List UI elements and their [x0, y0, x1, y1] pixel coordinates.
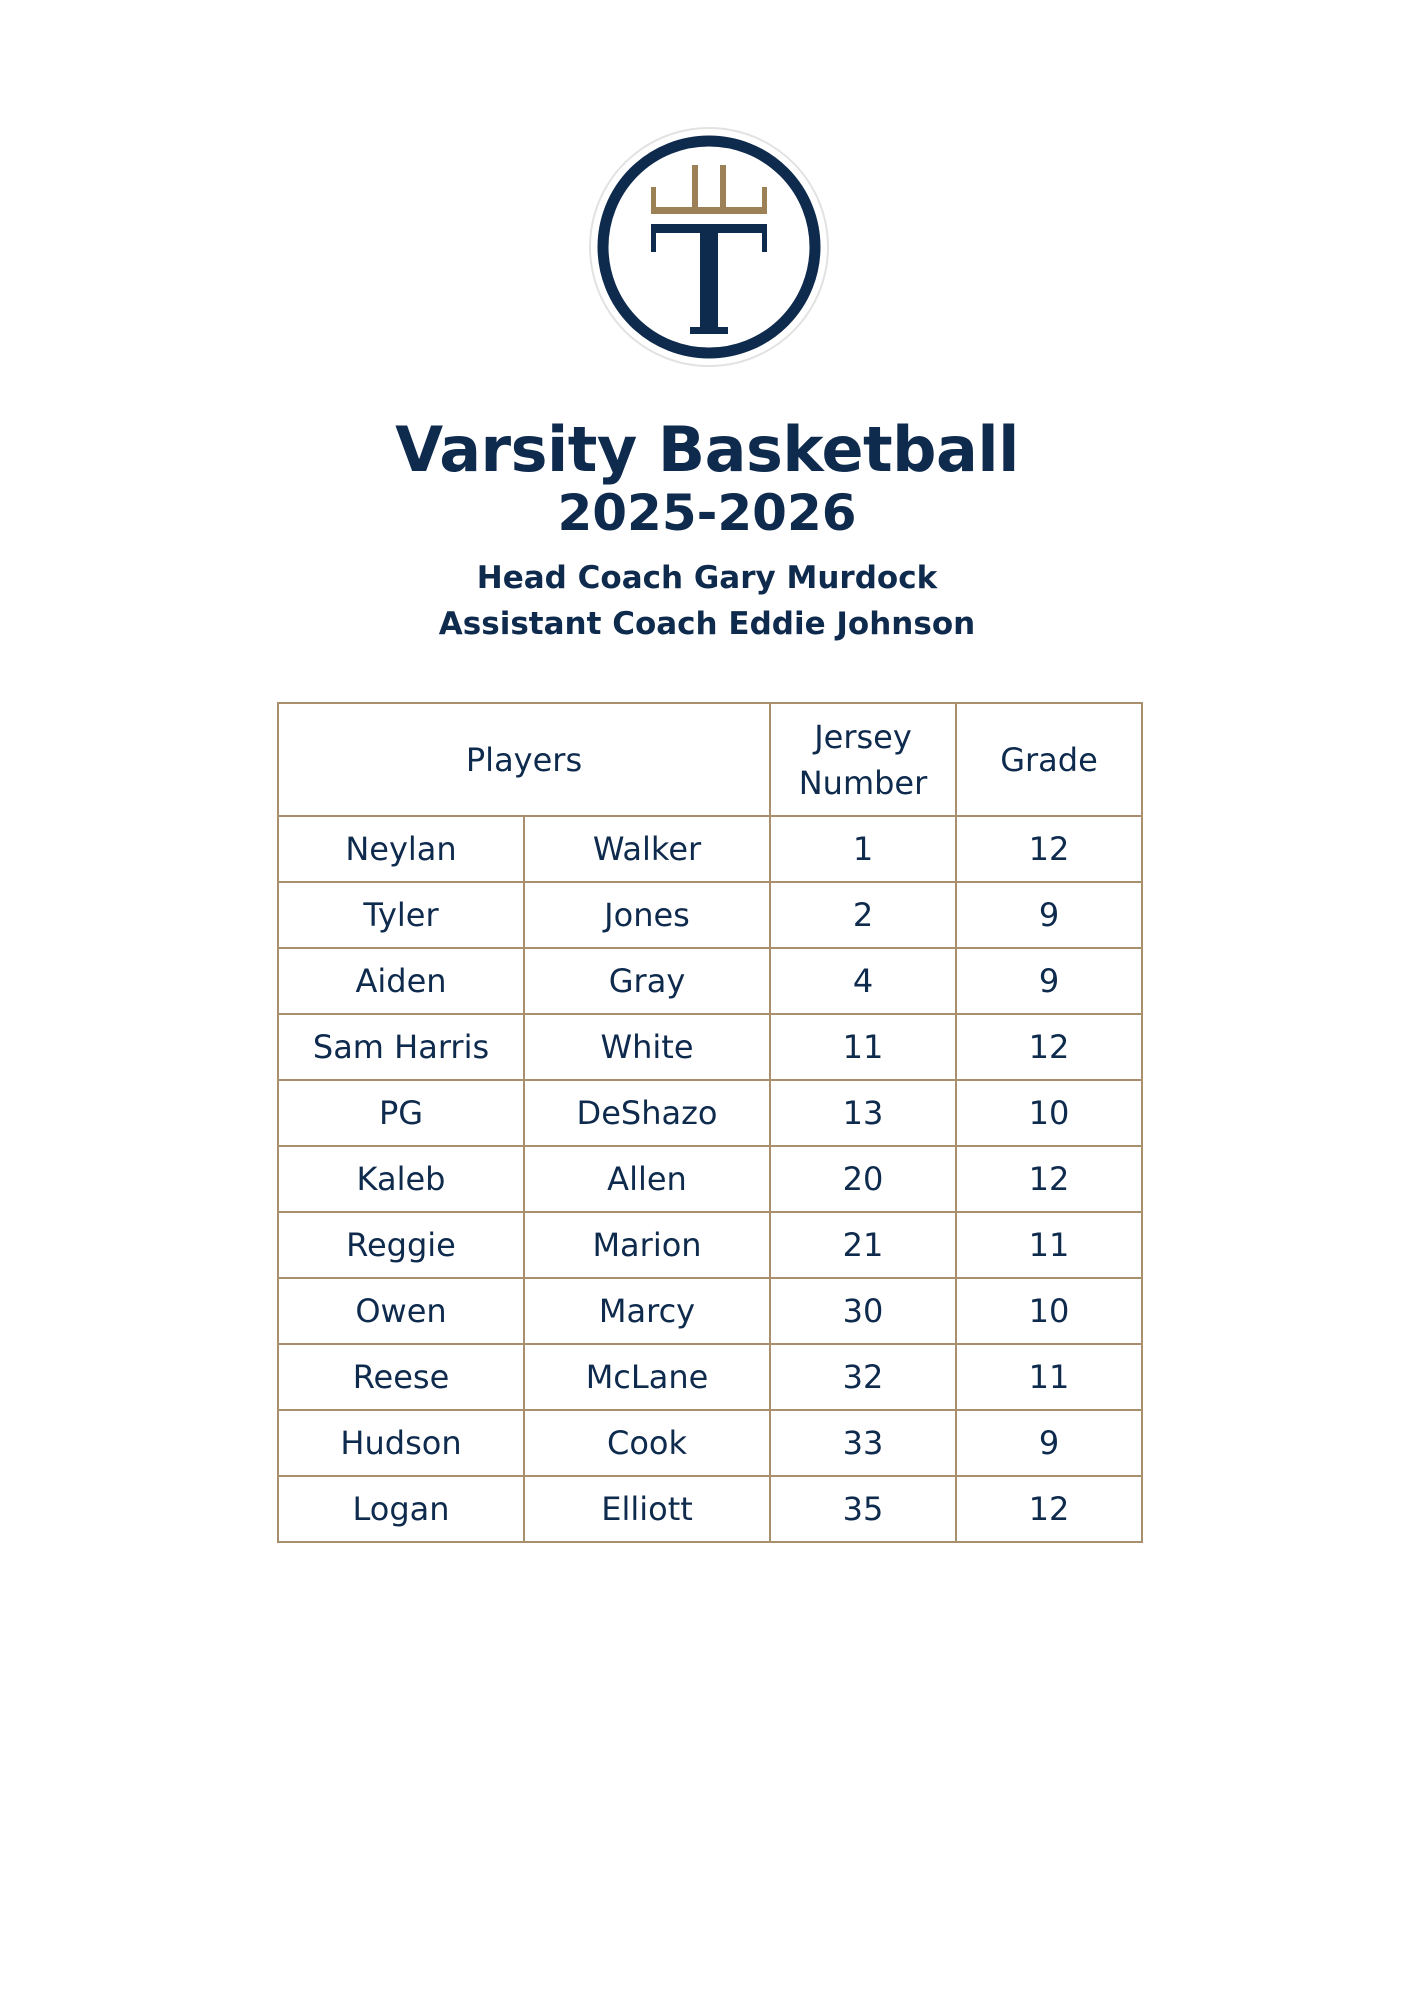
grade-cell: 10	[956, 1080, 1142, 1146]
last-name-cell: White	[524, 1014, 770, 1080]
jersey-header-line-2: Number	[798, 763, 928, 802]
jersey-number-cell: 20	[770, 1146, 956, 1212]
head-coach: Head Coach Gary Murdock	[476, 560, 938, 596]
last-name-cell: Gray	[524, 948, 770, 1014]
page-title: Varsity Basketball	[395, 413, 1019, 486]
jersey-number-header	[770, 703, 956, 816]
first-name-cell: Reese	[278, 1344, 524, 1410]
last-name-cell: Allen	[524, 1146, 770, 1212]
grade-cell: 12	[956, 1146, 1142, 1212]
jersey-number-cell: 33	[770, 1410, 956, 1476]
grade-header: Grade	[956, 703, 1142, 816]
first-name-cell: Sam Harris	[278, 1014, 524, 1080]
grade-cell: 9	[956, 1410, 1142, 1476]
jersey-number-cell: 4	[770, 948, 956, 1014]
grade-cell: 10	[956, 1278, 1142, 1344]
last-name-cell: Marcy	[524, 1278, 770, 1344]
first-name-cell: Logan	[278, 1476, 524, 1542]
first-name-cell: Hudson	[278, 1410, 524, 1476]
table-row	[278, 1476, 1142, 1542]
grade-cell: 12	[956, 1014, 1142, 1080]
table-row	[278, 1410, 1142, 1476]
jersey-number-cell: 32	[770, 1344, 956, 1410]
cross-emblem-icon	[589, 127, 829, 367]
table-row	[278, 1014, 1142, 1080]
first-name-cell: Kaleb	[278, 1146, 524, 1212]
jersey-number-cell: 30	[770, 1278, 956, 1344]
table-row	[278, 1344, 1142, 1410]
season-years: 2025-2026	[557, 484, 857, 542]
first-name-cell: Aiden	[278, 948, 524, 1014]
jersey-header-line-1: Jersey	[814, 717, 912, 756]
jersey-number-cell: 11	[770, 1014, 956, 1080]
table-header-row	[278, 703, 1142, 816]
table-row	[278, 1146, 1142, 1212]
roster-table	[277, 702, 1143, 1543]
jersey-number-cell: 13	[770, 1080, 956, 1146]
jersey-number-cell: 35	[770, 1476, 956, 1542]
table-row	[278, 882, 1142, 948]
grade-cell: 9	[956, 882, 1142, 948]
last-name-cell: Marion	[524, 1212, 770, 1278]
grade-cell: 9	[956, 948, 1142, 1014]
grade-cell: 12	[956, 816, 1142, 882]
grade-cell: 12	[956, 1476, 1142, 1542]
table-row	[278, 1278, 1142, 1344]
assistant-coach: Assistant Coach Eddie Johnson	[438, 606, 976, 642]
jersey-number-cell: 2	[770, 882, 956, 948]
last-name-cell: Walker	[524, 816, 770, 882]
jersey-number-cell: 21	[770, 1212, 956, 1278]
first-name-cell: Reggie	[278, 1212, 524, 1278]
first-name-cell: Neylan	[278, 816, 524, 882]
last-name-cell: DeShazo	[524, 1080, 770, 1146]
jersey-number-cell: 1	[770, 816, 956, 882]
school-logo	[589, 127, 829, 367]
table-row	[278, 1212, 1142, 1278]
first-name-cell: PG	[278, 1080, 524, 1146]
first-name-cell: Owen	[278, 1278, 524, 1344]
table-row	[278, 816, 1142, 882]
grade-cell: 11	[956, 1212, 1142, 1278]
last-name-cell: Elliott	[524, 1476, 770, 1542]
last-name-cell: Cook	[524, 1410, 770, 1476]
last-name-cell: McLane	[524, 1344, 770, 1410]
players-header: Players	[278, 703, 770, 816]
last-name-cell: Jones	[524, 882, 770, 948]
table-row	[278, 1080, 1142, 1146]
first-name-cell: Tyler	[278, 882, 524, 948]
grade-cell: 11	[956, 1344, 1142, 1410]
table-row	[278, 948, 1142, 1014]
